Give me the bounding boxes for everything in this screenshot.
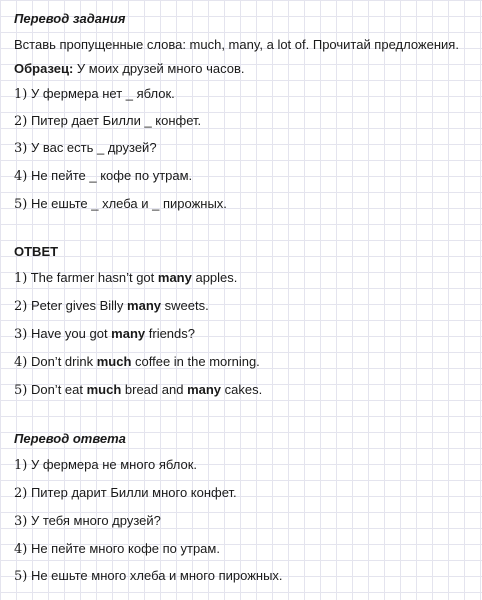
answer-text: Don’t eat: [27, 382, 87, 397]
example-line: [14, 61, 244, 77]
translation-item-1: [14, 457, 197, 474]
answer-item-2: [14, 298, 209, 315]
task-item-1: [14, 86, 175, 103]
answer-title: ОТВЕТ: [14, 244, 59, 259]
answer-item-3: [14, 326, 195, 343]
answer-text: bread and: [121, 382, 188, 397]
translation-item-5: [14, 568, 283, 585]
task-item-4: [14, 168, 192, 185]
translation-item-3: [14, 513, 161, 530]
answer-text: Don’t drink: [27, 354, 97, 369]
translation-item-number: 2): [14, 486, 28, 501]
answer-text: The farmer hasn’t got: [27, 270, 158, 285]
example-label: Образец:: [14, 61, 74, 76]
answer-item-1: [14, 270, 237, 287]
answer-word: many: [187, 382, 222, 397]
answer-item-number: 2): [14, 299, 28, 314]
answer-word: many: [157, 270, 192, 285]
translation-item-text: Питер дарит Билли много конфет.: [27, 485, 237, 500]
answer-word: much: [96, 354, 132, 369]
translation-item-number: 3): [14, 514, 28, 529]
task-item-number: 1): [14, 87, 28, 102]
translation-item-number: 4): [14, 542, 28, 557]
answer-text: Peter gives Billy: [27, 298, 128, 313]
task-item-number: 3): [14, 141, 28, 156]
answer-text: friends?: [145, 326, 196, 341]
answer-item-4: [14, 354, 260, 371]
answer-text: Have you got: [27, 326, 112, 341]
translation-item-text: У фермера не много яблок.: [27, 457, 198, 472]
translation-item-text: Не ешьте много хлеба и много пирожных.: [27, 568, 283, 583]
answer-item-number: 5): [14, 383, 28, 398]
translation-item-number: 5): [14, 569, 28, 584]
task-item-3: [14, 140, 157, 157]
translation-item-text: Не пейте много кофе по утрам.: [27, 541, 220, 556]
task-item-number: 5): [14, 197, 28, 212]
task-item-number: 4): [14, 169, 28, 184]
translation-item-number: 1): [14, 458, 28, 473]
task-item-text: У вас есть _ друзей?: [27, 140, 157, 155]
answer-word: many: [127, 298, 162, 313]
answer-text: sweets.: [161, 298, 209, 313]
task-translation-title: Перевод задания: [14, 11, 126, 26]
task-instruction: Вставь пропущенные слова: much, many, a lot of. Прочитай предложения.: [14, 37, 459, 52]
task-item-text: У фермера нет _ яблок.: [27, 86, 175, 101]
task-item-text: Питер дает Билли _ конфет.: [27, 113, 202, 128]
answer-item-number: 4): [14, 355, 28, 370]
task-item-2: [14, 113, 201, 130]
answer-item-number: 3): [14, 327, 28, 342]
task-item-text: Не ешьте _ хлеба и _ пирожных.: [27, 196, 227, 211]
answer-word: much: [86, 382, 122, 397]
answer-text: cakes.: [221, 382, 263, 397]
translation-item-4: [14, 541, 220, 558]
task-item-number: 2): [14, 114, 28, 129]
example-text: У моих друзей много часов.: [73, 61, 245, 76]
translation-item-2: [14, 485, 237, 502]
answer-text: apples.: [191, 270, 238, 285]
answer-translation-title: Перевод ответа: [14, 431, 126, 446]
task-item-5: [14, 196, 227, 213]
task-item-text: Не пейте _ кофе по утрам.: [27, 168, 193, 183]
answer-item-5: [14, 382, 262, 399]
answer-item-number: 1): [14, 271, 28, 286]
translation-item-text: У тебя много друзей?: [27, 513, 161, 528]
answer-word: many: [111, 326, 146, 341]
answer-text: coffee in the morning.: [131, 354, 260, 369]
